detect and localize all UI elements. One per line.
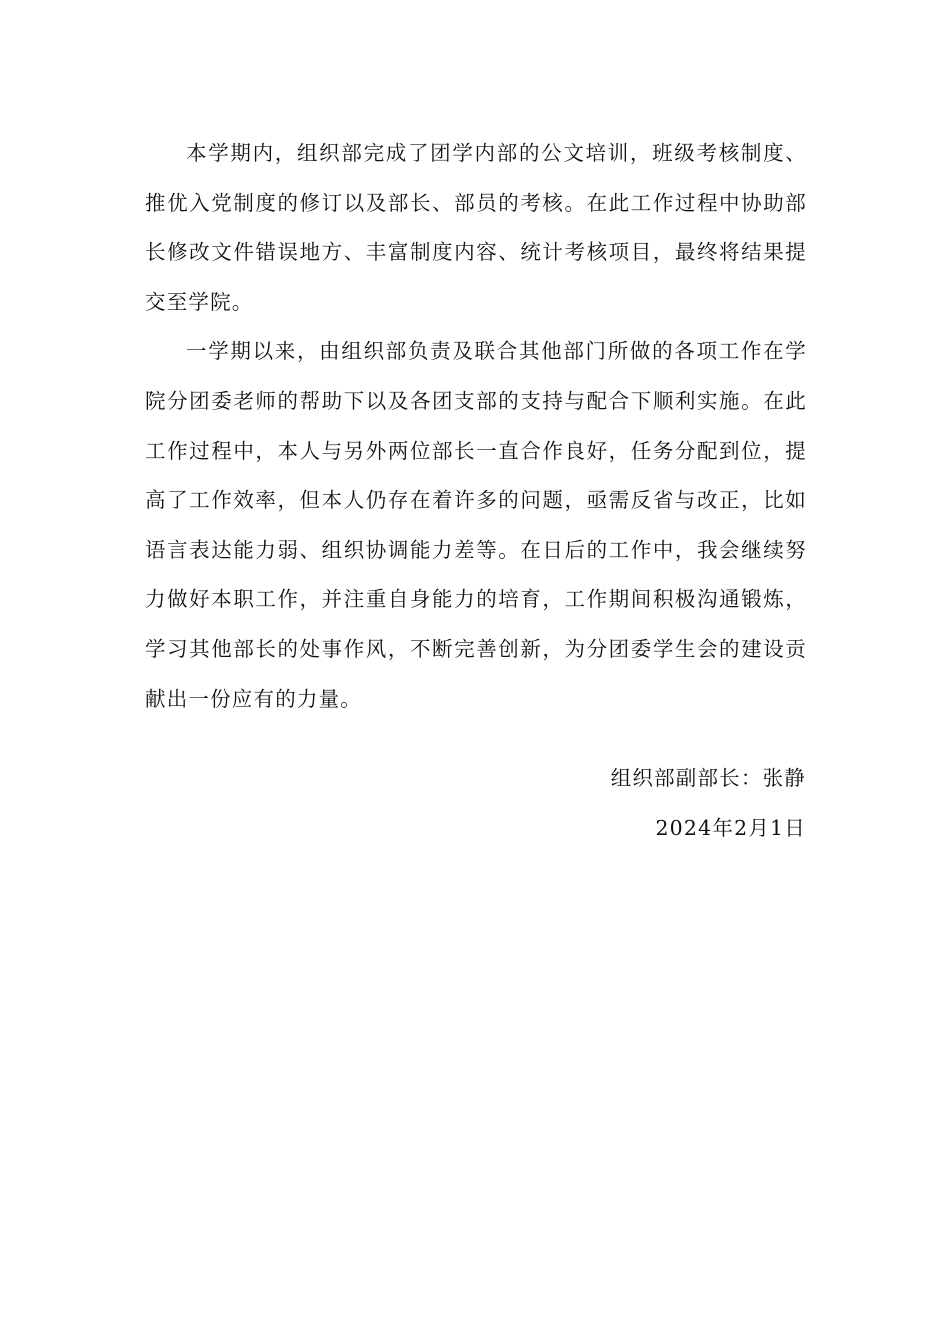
document-body	[145, 129, 807, 724]
signature-author: 组织部副部长：张静	[610, 766, 806, 790]
paragraph-1: 本学期内，组织部完成了团学内部的公文培训，班级考核制度、推优入党制度的修订以及部长、部员的考核。在此工作过程中协助部长修改文件错误地方、丰富制度内容、统计考核项目，最终将结果提交至学院。	[145, 141, 807, 314]
paragraph-2: 一学期以来，由组织部负责及联合其他部门所做的各项工作在学院分团委老师的帮助下以及各团支部的支持与配合下顺利实施。在此工作过程中，本人与另外两位部长一直合作良好，任务分配到位，提高了工作效率，但本人仍存在着许多的问题，亟需反省与改正，比如语言表达能力弱、组织协调能力差等。在日后的工作中，我会继续努力做好本职工作，并注重自身能力的培育，工作期间积极沟通锻炼，学习其他部长的处事作风，不断完善创新，为分团委学生会的建设贡献出一份应有的力量。	[145, 339, 807, 711]
signature-date: 2024年2月1日	[655, 815, 806, 840]
signature-block	[611, 754, 806, 853]
